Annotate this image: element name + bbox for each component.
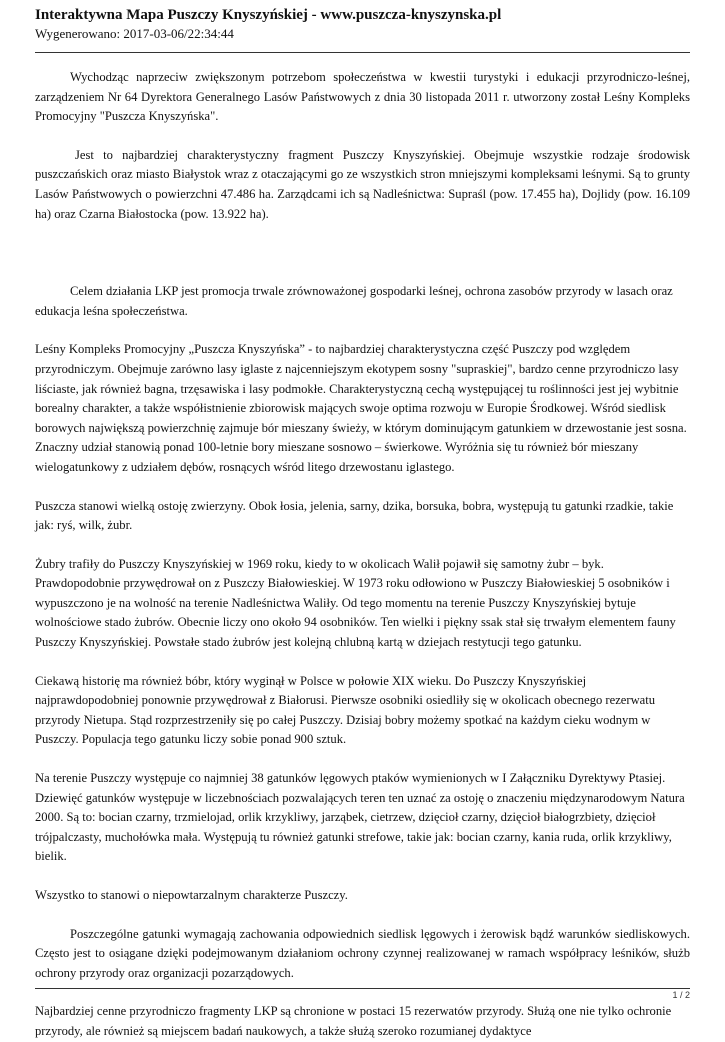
document-title: Interaktywna Mapa Puszczy Knyszyńskiej - www.puszcza-knyszynska.pl <box>35 7 502 23</box>
generated-timestamp: Wygenerowano: 2017-03-06/22:34:44 <box>35 26 234 41</box>
page-number: 1 / 2 <box>672 990 690 1000</box>
paragraph-goals: Celem działania LKP jest promocja trwale zrównoważonej gospodarki leśnej, ochrona zasobów przyrody w lasach oraz edukacja leśna społeczeństwa. <box>35 284 673 318</box>
paragraph-reserves: Najbardziej cenne przyrodniczo fragmenty LKP są chronione w postaci 15 rezerwatów przyrody. Służą one nie tylko ochronie przyrody, ale również są miejscem badań naukowych, a także służą szeroko rozumianej dydaktyce <box>35 1004 672 1038</box>
paragraph-beaver: Ciekawą historię ma również bóbr, który wyginął w Polsce w połowie XIX wieku. Do Puszczy Knyszyńskiej najprawdopodobniej ponownie przywędrował z Białorusi. Pierwsze osobniki osiedliły się w okolicach obecnego rezerwatu przyrody Nietupa. Stąd rozprzestrzeniły się po całej Puszczy. Dzisiaj bobry możemy spotkać na każdym cieku wodnym w Puszczy. Populacja tego gatunku liczy sobie ponad 900 sztuk. <box>35 673 656 747</box>
paragraph-birds: Na terenie Puszczy występuje co najmniej 38 gatunków lęgowych ptaków wymienionych w I Załączniku Dyrektywy Ptasiej. Dziewięć gatunków występuje w liczebnościach pozwalających teren ten uznać za ostoję o znaczeniu międzynarodowym Natura 2000. Są to: bocian czarny, trzmielojad, orlik krzykliwy, jarząbek, cietrzew, dzięcioł czarny, dzięcioł białogrzbiety, dzięcioł trójpalczasty, muchołówka mała. Występują tu również gatunki strefowe, takie jak: bocian czarny, kania ruda, orlik krzykliwy, bielik. <box>35 771 685 864</box>
document-body <box>35 68 690 1042</box>
paragraph-bison: Żubry trafiły do Puszczy Knyszyńskiej w 1969 roku, kiedy to w okolicach Walił pojawił się samotny żubr – byk. Prawdopodobnie przywędrował on z Puszczy Białowieskiej. W 1973 roku odłowiono w Puszczy Białowieskiej 5 osobników i wypuszczono je na wolność na terenie Nadleśnictwa Waliły. Od tego momentu na terenie Puszczy Knyszyńskiej bytuje wolnościowe stado żubrów. Obecnie liczy ono około 94 osobników. Ten wielki i piękny ssak stał się trwałym elementem fauny Puszczy Knyszyńskiej. Powstałe stado żubrów jest kolejną chlubną kartą w dziejach restytucji tego gatunku. <box>35 556 676 650</box>
paragraph-description: Jest to najbardziej charakterystyczny fragment Puszczy Knyszyńskiej. Obejmuje wszystkie rodzaje środowisk puszczańskich oraz miasto Białystok wraz z otaczającymi go ze wszystkich stron mniejszymi kompleksami leśnymi. Są to grunty Lasów Państwowych o powierzchni 47.486 ha. Zarządcami ich są Nadleśnictwa: Supraśl (pow. 17.455 ha), Dojlidy (pow. 16.109 ha) oraz Czarna Białostocka (pow. 13.922 ha). <box>35 147 690 221</box>
paragraph-habitats: Poszczególne gatunki wymagają zachowania odpowiednich siedlisk lęgowych i żerowisk bądź warunków siedliskowych. Często jest to osiągane dzięki podejmowanym działaniom ochrony czynnej realizowanej w ramach współpracy leśników, służb ochrony przyrody oraz organizacji pozarządowych. <box>35 926 690 980</box>
page-header <box>35 6 690 42</box>
header-divider <box>35 52 690 53</box>
footer-divider <box>35 988 690 989</box>
paragraph-nature: Leśny Kompleks Promocyjny „Puszcza Knyszyńska” - to najbardziej charakterystyczna część Puszczy pod względem przyrodniczym. Obejmuje zarówno lasy iglaste z najcenniejszym ekotypem sosny "supraskiej", bardzo cenne przyrodniczo lasy liściaste, jak również bagna, trzęsawiska i lasy podmokłe. Charakterystyczną cechą występującej tu roślinności jest jej wybitnie borealny charakter, a także współistnienie zbiorowisk mających swoje optima rozwoju w Europie Środkowej. Wśród siedlisk borowych największą powierzchnię zajmuje bór mieszany świeży, w którym dominującym gatunkiem w drzewostanie jest sosna. Znaczny udział stanowią ponad 100-letnie bory mieszane sosnowo – świerkowe. Wyróżnia się tu również bór mieszany wielogatunkowy z udziałem dębów, rosnących wśród litego drzewostanu iglastego. <box>35 342 687 474</box>
paragraph-fauna: Puszcza stanowi wielką ostoję zwierzyny. Obok łosia, jelenia, sarny, dzika, borsuka, bobra, występują tu gatunki rzadkie, takie jak: ryś, wilk, żubr. <box>35 498 674 533</box>
paragraph-summary: Wszystko to stanowi o niepowtarzalnym charakterze Puszczy. <box>35 888 348 902</box>
paragraph-intro: Wychodząc naprzeciw zwiększonym potrzebom społeczeństwa w kwestii turystyki i edukacji przyrodniczo-leśnej, zarządzeniem Nr 64 Dyrektora Generalnego Lasów Państwowych z dnia 30 listopada 2011 r. utworzony został Leśny Kompleks Promocyjny "Puszcza Knyszyńska". <box>35 70 690 124</box>
